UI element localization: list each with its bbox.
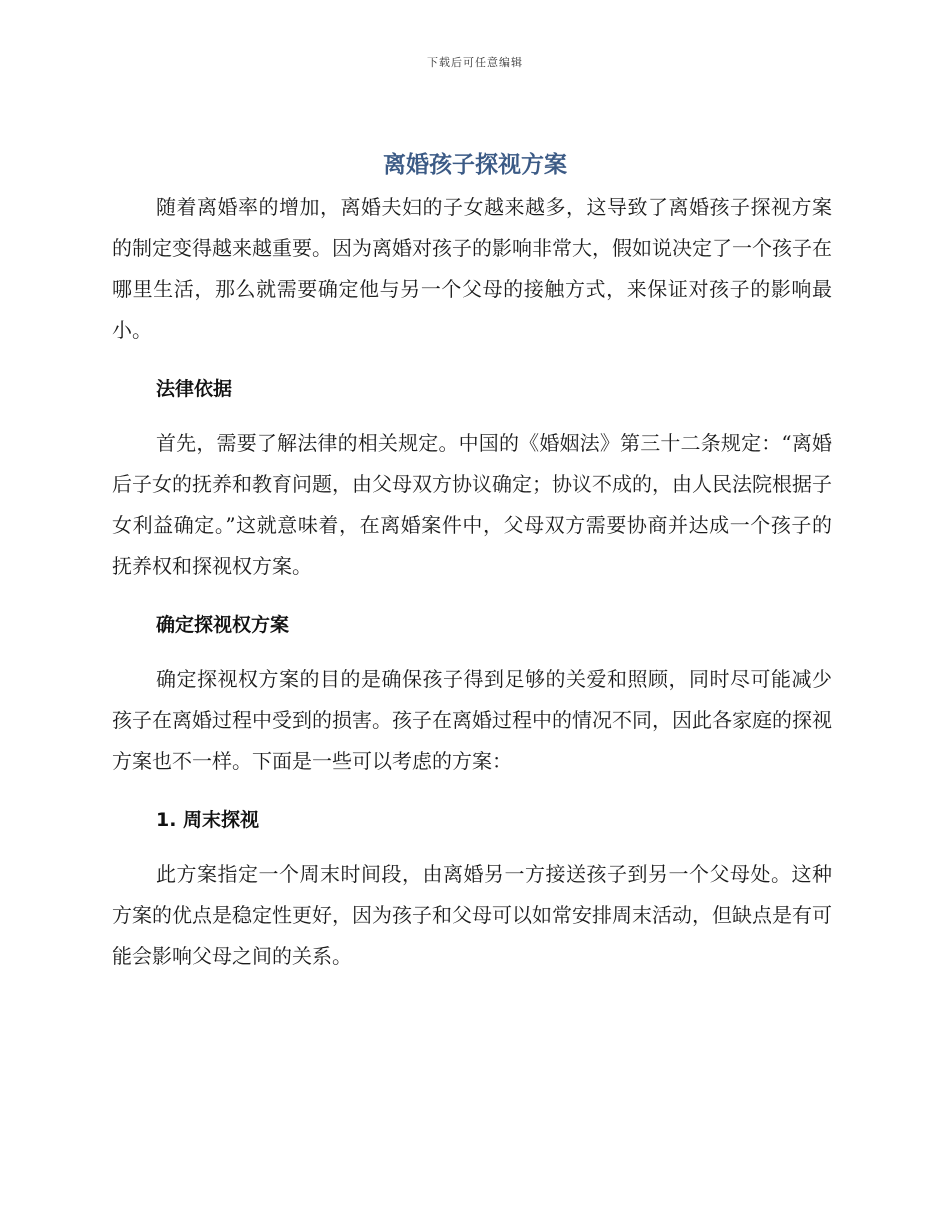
section-heading-weekend-visitation: 1. 周末探视 <box>156 809 260 831</box>
intro-paragraph: 随着离婚率的增加，离婚夫妇的子女越来越多，这导致了离婚孩子探视方案的制定变得越来越重要。因为离婚对孩子的影响非常大，假如说决定了一个孩子在哪里生活，那么就需要确定他与另一个父母的接触方式，来保证对孩子的影响最小。 <box>112 195 832 342</box>
document-title: 离婚孩子探视方案 <box>383 152 567 178</box>
visitation-plan-paragraph: 确定探视权方案的目的是确保孩子得到足够的关爱和照顾，同时尽可能减少孩子在离婚过程中受到的损害。孩子在离婚过程中的情况不同，因此各家庭的探视方案也不一样。下面是一些可以考虑的方案： <box>112 667 832 773</box>
weekend-visitation-paragraph: 此方案指定一个周末时间段，由离婚另一方接送孩子到另一个父母处。这种方案的优点是稳定性更好，因为孩子和父母可以如常安排周末活动，但缺点是有可能会影响父母之间的关系。 <box>112 862 832 968</box>
page-header: 下载后可任意编辑 <box>427 56 523 69</box>
section-heading-legal-basis: 法律依据 <box>156 378 233 400</box>
legal-basis-paragraph: 首先，需要了解法律的相关规定。中国的《婚姻法》第三十二条规定：“离婚后子女的抚养和教育问题，由父母双方协议确定；协议不成的，由人民法院根据子女利益确定。”这就意味着，在离婚案件中，父母双方需要协商并达成一个孩子的抚养权和探视权方案。 <box>112 431 832 578</box>
section-heading-visitation-plan: 确定探视权方案 <box>156 614 290 636</box>
